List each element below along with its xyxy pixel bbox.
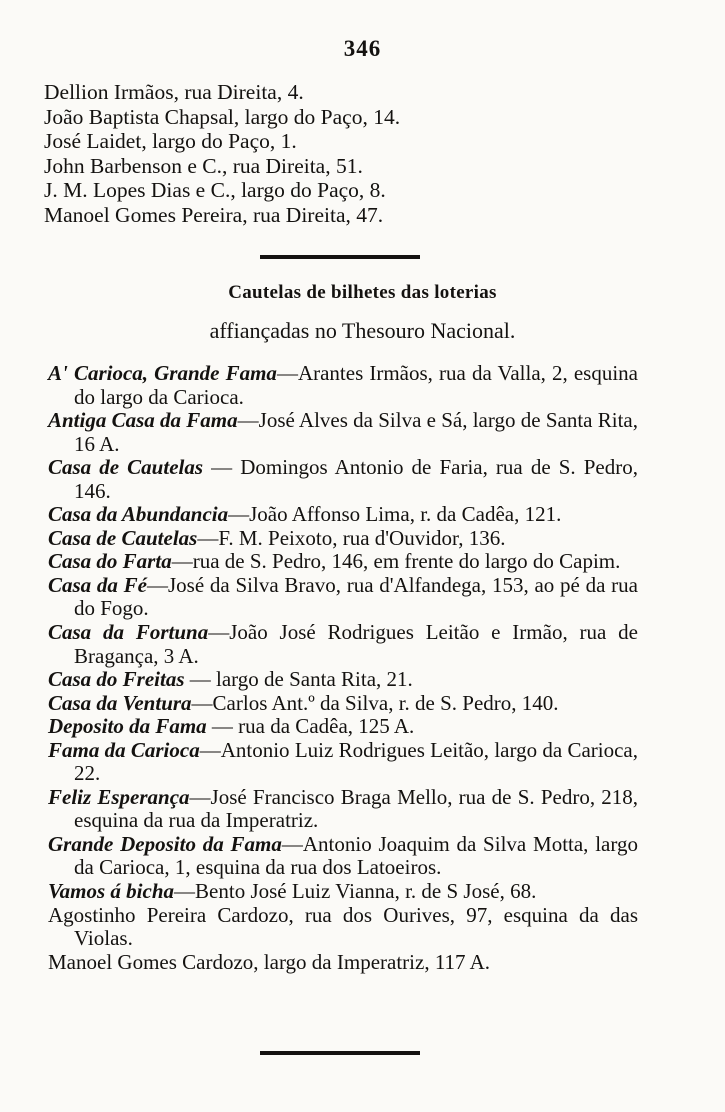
shop-name: Feliz Esperança	[48, 784, 190, 809]
shop-details: — rua da Cadêa, 125 A.	[206, 714, 415, 739]
merchant-line: João Baptista Chapsal, largo do Paço, 14.	[44, 104, 401, 129]
shop-details: —Bento José Luiz Vianna, r. de S José, 68.	[174, 879, 537, 904]
shop-name: Deposito da Fama	[48, 714, 207, 739]
shop-name: Casa de Cautelas	[48, 455, 204, 480]
list-item	[48, 904, 638, 951]
list-item	[48, 739, 638, 786]
list-item	[48, 362, 638, 409]
section-divider	[260, 255, 420, 259]
shop-name: Casa da Fé	[48, 572, 147, 597]
shop-name: Grande Deposito da Fama	[48, 831, 282, 856]
list-item	[48, 951, 638, 975]
merchant-line: José Laidet, largo do Paço, 1.	[44, 129, 297, 153]
shop-name: Casa da Fortuna	[48, 620, 209, 645]
list-item	[48, 668, 638, 692]
shop-details: —José Francisco Braga Mello, rua de S. Pedro, 218, esquina da rua da Imperatriz.	[74, 784, 639, 833]
shop-details: —Antonio Joaquim da Silva Motta, largo da Carioca, 1, esquina da rua dos Latoeiros.	[74, 831, 638, 880]
merchant-line: John Barbenson e C., rua Direita, 51.	[44, 153, 363, 178]
list-item	[48, 692, 638, 716]
merchant-line: Dellion Irmãos, rua Direita, 4.	[44, 80, 304, 104]
shop-details: —Antonio Luiz Rodrigues Leitão, largo da Carioca, 22.	[74, 737, 638, 786]
shop-name: Casa do Freitas	[48, 667, 185, 692]
shop-name: Vamos á bicha	[48, 879, 175, 904]
shop-details: —Carlos Ant.º da Silva, r. de S. Pedro, 140.	[191, 690, 559, 715]
shop-name: Antiga Casa da Fama	[48, 408, 238, 433]
list-item	[48, 550, 638, 574]
section-title: Cautelas de bilhetes das loterias	[228, 282, 497, 303]
shop-details: Agostinho Pereira Cardozo, rua dos Ourives, 97, esquina da das Violas.	[48, 902, 638, 951]
shop-details: —José da Silva Bravo, rua d'Alfandega, 153, ao pé da rua do Fogo.	[74, 572, 638, 621]
shop-name: A' Carioca, Grande Fama	[48, 361, 277, 385]
shop-name: Casa da Ventura	[48, 690, 192, 715]
shop-details: —José Alves da Silva e Sá, largo de Santa Rita, 16 A.	[74, 408, 638, 456]
list-item	[48, 715, 638, 739]
shop-details: —F. M. Peixoto, rua d'Ouvidor, 136.	[197, 525, 506, 550]
shop-details: Manoel Gomes Cardozo, largo da Imperatriz, 117 A.	[48, 949, 491, 974]
list-item	[48, 880, 638, 904]
list-item	[48, 456, 638, 503]
list-item	[48, 786, 638, 833]
shop-name: Casa do Farta	[48, 549, 172, 574]
list-item	[48, 833, 638, 880]
shop-details: — Domingos Antonio de Faria, rua de S. Pedro, 146.	[74, 455, 638, 503]
list-item	[48, 621, 638, 668]
section-subtitle: affiançadas no Thesouro Nacional.	[209, 318, 516, 343]
shop-details: —João Affonso Lima, r. da Cadêa, 121.	[228, 502, 562, 527]
shop-name: Casa da Abundancia	[48, 502, 229, 527]
list-item	[48, 527, 638, 551]
shop-details: — largo de Santa Rita, 21.	[184, 667, 413, 692]
section-divider	[260, 1051, 420, 1055]
list-item	[48, 574, 638, 621]
list-item	[48, 503, 638, 527]
shop-name: Casa de Cautelas	[48, 525, 198, 550]
page-number: 346	[343, 36, 382, 61]
shop-details: —João José Rodrigues Leitão e Irmão, rua de Bragança, 3 A.	[74, 620, 638, 668]
lottery-shop-list	[48, 362, 638, 974]
merchant-line: Manoel Gomes Pereira, rua Direita, 47.	[44, 202, 384, 227]
merchant-list	[44, 80, 684, 227]
list-item	[48, 409, 638, 456]
shop-details: —Arantes Irmãos, rua da Valla, 2, esquina do largo da Carioca.	[74, 361, 638, 409]
shop-name: Fama da Carioca	[48, 737, 200, 762]
shop-details: —rua de S. Pedro, 146, em frente do largo do Capim.	[171, 549, 621, 574]
merchant-line: J. M. Lopes Dias e C., largo do Paço, 8.	[44, 178, 386, 202]
